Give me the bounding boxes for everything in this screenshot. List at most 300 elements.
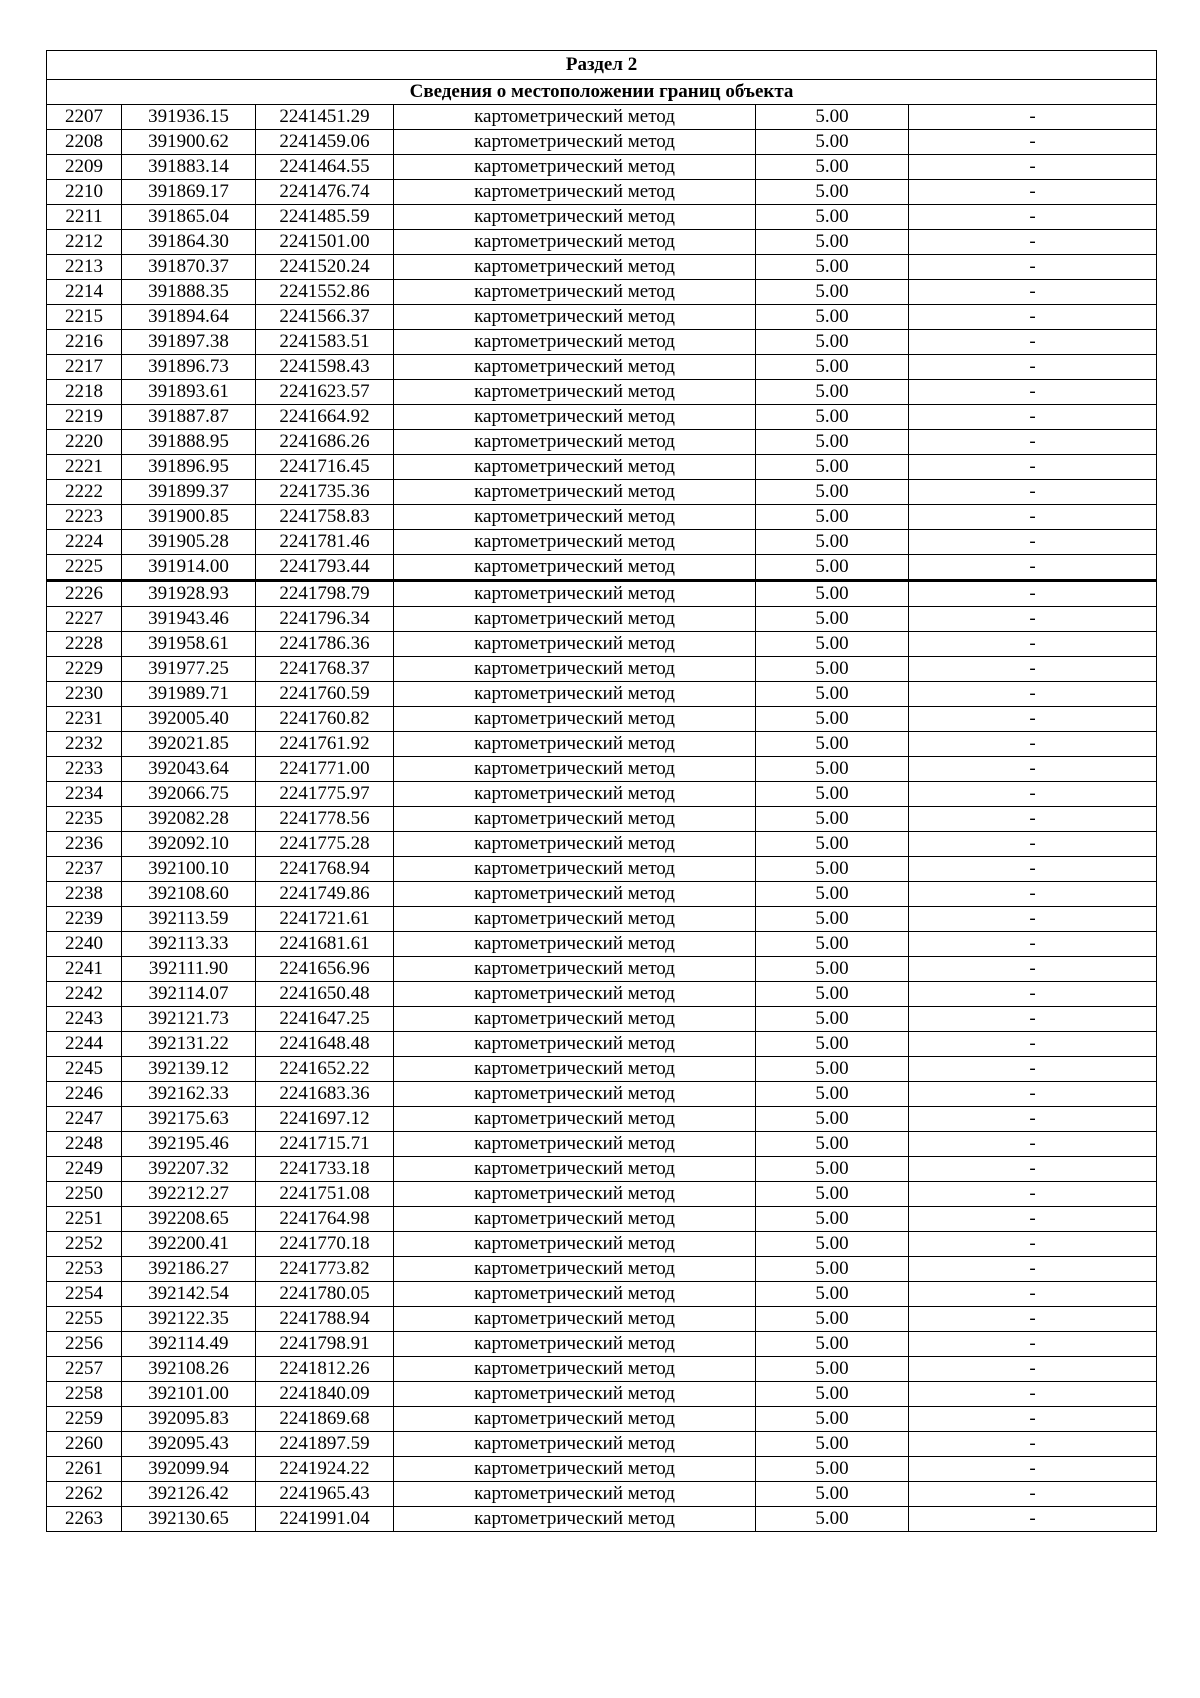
description-cell: - bbox=[909, 1207, 1157, 1232]
x-coordinate-cell: 392092.10 bbox=[122, 832, 256, 857]
method-cell: картометрический метод bbox=[394, 1157, 756, 1182]
x-coordinate-cell: 392175.63 bbox=[122, 1107, 256, 1132]
description-cell: - bbox=[909, 305, 1157, 330]
method-cell: картометрический метод bbox=[394, 1007, 756, 1032]
y-coordinate-cell: 2241681.61 bbox=[256, 932, 394, 957]
method-cell: картометрический метод bbox=[394, 305, 756, 330]
description-cell: - bbox=[909, 1382, 1157, 1407]
table-row bbox=[47, 505, 1157, 530]
table-row bbox=[47, 455, 1157, 480]
description-cell: - bbox=[909, 1132, 1157, 1157]
point-number-cell: 2216 bbox=[47, 330, 122, 355]
y-coordinate-cell: 2241869.68 bbox=[256, 1407, 394, 1432]
accuracy-cell: 5.00 bbox=[756, 405, 909, 430]
y-coordinate-cell: 2241716.45 bbox=[256, 455, 394, 480]
description-cell: - bbox=[909, 707, 1157, 732]
table-row bbox=[47, 632, 1157, 657]
point-number-cell: 2238 bbox=[47, 882, 122, 907]
accuracy-cell: 5.00 bbox=[756, 230, 909, 255]
y-coordinate-cell: 2241501.00 bbox=[256, 230, 394, 255]
y-coordinate-cell: 2241775.97 bbox=[256, 782, 394, 807]
table-row bbox=[47, 932, 1157, 957]
description-cell: - bbox=[909, 1307, 1157, 1332]
table-row bbox=[47, 555, 1157, 581]
accuracy-cell: 5.00 bbox=[756, 1107, 909, 1132]
description-cell: - bbox=[909, 505, 1157, 530]
table-row bbox=[47, 1282, 1157, 1307]
method-cell: картометрический метод bbox=[394, 1207, 756, 1232]
x-coordinate-cell: 391958.61 bbox=[122, 632, 256, 657]
table-row bbox=[47, 882, 1157, 907]
description-cell: - bbox=[909, 105, 1157, 130]
description-cell: - bbox=[909, 530, 1157, 555]
method-cell: картометрический метод bbox=[394, 430, 756, 455]
x-coordinate-cell: 392207.32 bbox=[122, 1157, 256, 1182]
accuracy-cell: 5.00 bbox=[756, 1207, 909, 1232]
accuracy-cell: 5.00 bbox=[756, 1282, 909, 1307]
point-number-cell: 2217 bbox=[47, 355, 122, 380]
accuracy-cell: 5.00 bbox=[756, 105, 909, 130]
y-coordinate-cell: 2241788.94 bbox=[256, 1307, 394, 1332]
method-cell: картометрический метод bbox=[394, 882, 756, 907]
accuracy-cell: 5.00 bbox=[756, 1007, 909, 1032]
method-cell: картометрический метод bbox=[394, 355, 756, 380]
accuracy-cell: 5.00 bbox=[756, 932, 909, 957]
x-coordinate-cell: 391899.37 bbox=[122, 480, 256, 505]
point-number-cell: 2254 bbox=[47, 1282, 122, 1307]
description-cell: - bbox=[909, 1482, 1157, 1507]
description-cell: - bbox=[909, 555, 1157, 581]
table-row bbox=[47, 1407, 1157, 1432]
accuracy-cell: 5.00 bbox=[756, 581, 909, 607]
y-coordinate-cell: 2241650.48 bbox=[256, 982, 394, 1007]
y-coordinate-cell: 2241749.86 bbox=[256, 882, 394, 907]
point-number-cell: 2262 bbox=[47, 1482, 122, 1507]
method-cell: картометрический метод bbox=[394, 230, 756, 255]
point-number-cell: 2255 bbox=[47, 1307, 122, 1332]
description-cell: - bbox=[909, 882, 1157, 907]
point-number-cell: 2239 bbox=[47, 907, 122, 932]
method-cell: картометрический метод bbox=[394, 982, 756, 1007]
description-cell: - bbox=[909, 1082, 1157, 1107]
accuracy-cell: 5.00 bbox=[756, 430, 909, 455]
description-cell: - bbox=[909, 180, 1157, 205]
accuracy-cell: 5.00 bbox=[756, 957, 909, 982]
table-row bbox=[47, 732, 1157, 757]
x-coordinate-cell: 391905.28 bbox=[122, 530, 256, 555]
method-cell: картометрический метод bbox=[394, 732, 756, 757]
point-number-cell: 2243 bbox=[47, 1007, 122, 1032]
point-number-cell: 2253 bbox=[47, 1257, 122, 1282]
table-row bbox=[47, 857, 1157, 882]
table-row bbox=[47, 907, 1157, 932]
y-coordinate-cell: 2241464.55 bbox=[256, 155, 394, 180]
table-row bbox=[47, 205, 1157, 230]
point-number-cell: 2258 bbox=[47, 1382, 122, 1407]
point-number-cell: 2220 bbox=[47, 430, 122, 455]
accuracy-cell: 5.00 bbox=[756, 305, 909, 330]
method-cell: картометрический метод bbox=[394, 1482, 756, 1507]
point-number-cell: 2215 bbox=[47, 305, 122, 330]
x-coordinate-cell: 391870.37 bbox=[122, 255, 256, 280]
method-cell: картометрический метод bbox=[394, 1307, 756, 1332]
point-number-cell: 2235 bbox=[47, 807, 122, 832]
method-cell: картометрический метод bbox=[394, 807, 756, 832]
x-coordinate-cell: 391887.87 bbox=[122, 405, 256, 430]
x-coordinate-cell: 391896.73 bbox=[122, 355, 256, 380]
point-number-cell: 2225 bbox=[47, 555, 122, 581]
accuracy-cell: 5.00 bbox=[756, 657, 909, 682]
description-cell: - bbox=[909, 1507, 1157, 1532]
method-cell: картометрический метод bbox=[394, 180, 756, 205]
method-cell: картометрический метод bbox=[394, 657, 756, 682]
method-cell: картометрический метод bbox=[394, 907, 756, 932]
point-number-cell: 2209 bbox=[47, 155, 122, 180]
description-cell: - bbox=[909, 982, 1157, 1007]
description-cell: - bbox=[909, 1232, 1157, 1257]
y-coordinate-cell: 2241770.18 bbox=[256, 1232, 394, 1257]
accuracy-cell: 5.00 bbox=[756, 155, 909, 180]
x-coordinate-cell: 391883.14 bbox=[122, 155, 256, 180]
y-coordinate-cell: 2241768.37 bbox=[256, 657, 394, 682]
accuracy-cell: 5.00 bbox=[756, 1257, 909, 1282]
table-row bbox=[47, 255, 1157, 280]
method-cell: картометрический метод bbox=[394, 1132, 756, 1157]
point-number-cell: 2223 bbox=[47, 505, 122, 530]
description-cell: - bbox=[909, 155, 1157, 180]
table-row bbox=[47, 1057, 1157, 1082]
x-coordinate-cell: 391977.25 bbox=[122, 657, 256, 682]
method-cell: картометрический метод bbox=[394, 832, 756, 857]
accuracy-cell: 5.00 bbox=[756, 607, 909, 632]
description-cell: - bbox=[909, 330, 1157, 355]
y-coordinate-cell: 2241751.08 bbox=[256, 1182, 394, 1207]
description-cell: - bbox=[909, 130, 1157, 155]
x-coordinate-cell: 391897.38 bbox=[122, 330, 256, 355]
table-row bbox=[47, 832, 1157, 857]
description-cell: - bbox=[909, 932, 1157, 957]
point-number-cell: 2247 bbox=[47, 1107, 122, 1132]
point-number-cell: 2208 bbox=[47, 130, 122, 155]
y-coordinate-cell: 2241771.00 bbox=[256, 757, 394, 782]
accuracy-cell: 5.00 bbox=[756, 1082, 909, 1107]
y-coordinate-cell: 2241566.37 bbox=[256, 305, 394, 330]
table-row bbox=[47, 280, 1157, 305]
x-coordinate-cell: 391865.04 bbox=[122, 205, 256, 230]
table-row bbox=[47, 1007, 1157, 1032]
table-row bbox=[47, 1382, 1157, 1407]
y-coordinate-cell: 2241760.59 bbox=[256, 682, 394, 707]
x-coordinate-cell: 392005.40 bbox=[122, 707, 256, 732]
method-cell: картометрический метод bbox=[394, 1432, 756, 1457]
accuracy-cell: 5.00 bbox=[756, 682, 909, 707]
table-row bbox=[47, 1307, 1157, 1332]
description-cell: - bbox=[909, 205, 1157, 230]
y-coordinate-cell: 2241733.18 bbox=[256, 1157, 394, 1182]
table-row bbox=[47, 155, 1157, 180]
description-cell: - bbox=[909, 1332, 1157, 1357]
table-row bbox=[47, 1107, 1157, 1132]
description-cell: - bbox=[909, 607, 1157, 632]
x-coordinate-cell: 392114.49 bbox=[122, 1332, 256, 1357]
point-number-cell: 2259 bbox=[47, 1407, 122, 1432]
table-row bbox=[47, 1232, 1157, 1257]
point-number-cell: 2224 bbox=[47, 530, 122, 555]
y-coordinate-cell: 2241840.09 bbox=[256, 1382, 394, 1407]
method-cell: картометрический метод bbox=[394, 505, 756, 530]
x-coordinate-cell: 392095.43 bbox=[122, 1432, 256, 1457]
table-row bbox=[47, 230, 1157, 255]
description-cell: - bbox=[909, 430, 1157, 455]
y-coordinate-cell: 2241786.36 bbox=[256, 632, 394, 657]
point-number-cell: 2241 bbox=[47, 957, 122, 982]
table-row bbox=[47, 707, 1157, 732]
y-coordinate-cell: 2241598.43 bbox=[256, 355, 394, 380]
description-cell: - bbox=[909, 732, 1157, 757]
x-coordinate-cell: 391888.35 bbox=[122, 280, 256, 305]
y-coordinate-cell: 2241798.91 bbox=[256, 1332, 394, 1357]
point-number-cell: 2244 bbox=[47, 1032, 122, 1057]
accuracy-cell: 5.00 bbox=[756, 130, 909, 155]
point-number-cell: 2219 bbox=[47, 405, 122, 430]
table-row bbox=[47, 957, 1157, 982]
point-number-cell: 2234 bbox=[47, 782, 122, 807]
y-coordinate-cell: 2241798.79 bbox=[256, 581, 394, 607]
table-row bbox=[47, 105, 1157, 130]
point-number-cell: 2249 bbox=[47, 1157, 122, 1182]
point-number-cell: 2237 bbox=[47, 857, 122, 882]
point-number-cell: 2210 bbox=[47, 180, 122, 205]
accuracy-cell: 5.00 bbox=[756, 555, 909, 581]
method-cell: картометрический метод bbox=[394, 1257, 756, 1282]
table-row bbox=[47, 1357, 1157, 1382]
description-cell: - bbox=[909, 632, 1157, 657]
method-cell: картометрический метод bbox=[394, 932, 756, 957]
x-coordinate-cell: 392114.07 bbox=[122, 982, 256, 1007]
x-coordinate-cell: 392122.35 bbox=[122, 1307, 256, 1332]
accuracy-cell: 5.00 bbox=[756, 1507, 909, 1532]
point-number-cell: 2246 bbox=[47, 1082, 122, 1107]
y-coordinate-cell: 2241647.25 bbox=[256, 1007, 394, 1032]
table-row bbox=[47, 782, 1157, 807]
y-coordinate-cell: 2241623.57 bbox=[256, 380, 394, 405]
point-number-cell: 2207 bbox=[47, 105, 122, 130]
accuracy-cell: 5.00 bbox=[756, 782, 909, 807]
section-title: Раздел 2 bbox=[47, 51, 1157, 80]
x-coordinate-cell: 392100.10 bbox=[122, 857, 256, 882]
description-cell: - bbox=[909, 1157, 1157, 1182]
y-coordinate-cell: 2241924.22 bbox=[256, 1457, 394, 1482]
y-coordinate-cell: 2241648.48 bbox=[256, 1032, 394, 1057]
point-number-cell: 2218 bbox=[47, 380, 122, 405]
method-cell: картометрический метод bbox=[394, 1332, 756, 1357]
description-cell: - bbox=[909, 1007, 1157, 1032]
accuracy-cell: 5.00 bbox=[756, 380, 909, 405]
y-coordinate-cell: 2241697.12 bbox=[256, 1107, 394, 1132]
method-cell: картометрический метод bbox=[394, 555, 756, 581]
y-coordinate-cell: 2241965.43 bbox=[256, 1482, 394, 1507]
y-coordinate-cell: 2241760.82 bbox=[256, 707, 394, 732]
x-coordinate-cell: 392130.65 bbox=[122, 1507, 256, 1532]
x-coordinate-cell: 392126.42 bbox=[122, 1482, 256, 1507]
description-cell: - bbox=[909, 1357, 1157, 1382]
x-coordinate-cell: 392195.46 bbox=[122, 1132, 256, 1157]
point-number-cell: 2212 bbox=[47, 230, 122, 255]
description-cell: - bbox=[909, 1282, 1157, 1307]
accuracy-cell: 5.00 bbox=[756, 832, 909, 857]
point-number-cell: 2226 bbox=[47, 581, 122, 607]
method-cell: картометрический метод bbox=[394, 1107, 756, 1132]
description-cell: - bbox=[909, 807, 1157, 832]
x-coordinate-cell: 392212.27 bbox=[122, 1182, 256, 1207]
accuracy-cell: 5.00 bbox=[756, 1432, 909, 1457]
y-coordinate-cell: 2241778.56 bbox=[256, 807, 394, 832]
accuracy-cell: 5.00 bbox=[756, 355, 909, 380]
table-row bbox=[47, 480, 1157, 505]
description-cell: - bbox=[909, 757, 1157, 782]
table-row bbox=[47, 305, 1157, 330]
accuracy-cell: 5.00 bbox=[756, 1057, 909, 1082]
table-row bbox=[47, 1132, 1157, 1157]
y-coordinate-cell: 2241520.24 bbox=[256, 255, 394, 280]
method-cell: картометрический метод bbox=[394, 480, 756, 505]
table-row bbox=[47, 530, 1157, 555]
table-row bbox=[47, 1457, 1157, 1482]
table-row bbox=[47, 581, 1157, 607]
x-coordinate-cell: 392066.75 bbox=[122, 782, 256, 807]
y-coordinate-cell: 2241812.26 bbox=[256, 1357, 394, 1382]
method-cell: картометрический метод bbox=[394, 330, 756, 355]
x-coordinate-cell: 391943.46 bbox=[122, 607, 256, 632]
description-cell: - bbox=[909, 255, 1157, 280]
accuracy-cell: 5.00 bbox=[756, 1382, 909, 1407]
description-cell: - bbox=[909, 1182, 1157, 1207]
x-coordinate-cell: 392082.28 bbox=[122, 807, 256, 832]
point-number-cell: 2236 bbox=[47, 832, 122, 857]
section-subtitle: Сведения о местоположении границ объекта bbox=[47, 80, 1157, 105]
point-number-cell: 2232 bbox=[47, 732, 122, 757]
x-coordinate-cell: 391928.93 bbox=[122, 581, 256, 607]
point-number-cell: 2263 bbox=[47, 1507, 122, 1532]
table-row bbox=[47, 607, 1157, 632]
accuracy-cell: 5.00 bbox=[756, 882, 909, 907]
description-cell: - bbox=[909, 380, 1157, 405]
y-coordinate-cell: 2241761.92 bbox=[256, 732, 394, 757]
subtitle-row bbox=[47, 80, 1157, 105]
method-cell: картометрический метод bbox=[394, 530, 756, 555]
method-cell: картометрический метод bbox=[394, 1282, 756, 1307]
description-cell: - bbox=[909, 657, 1157, 682]
method-cell: картометрический метод bbox=[394, 1507, 756, 1532]
description-cell: - bbox=[909, 1457, 1157, 1482]
description-cell: - bbox=[909, 1257, 1157, 1282]
section-header-row bbox=[47, 51, 1157, 80]
method-cell: картометрический метод bbox=[394, 380, 756, 405]
accuracy-cell: 5.00 bbox=[756, 180, 909, 205]
method-cell: картометрический метод bbox=[394, 1232, 756, 1257]
x-coordinate-cell: 391869.17 bbox=[122, 180, 256, 205]
y-coordinate-cell: 2241552.86 bbox=[256, 280, 394, 305]
point-number-cell: 2213 bbox=[47, 255, 122, 280]
description-cell: - bbox=[909, 230, 1157, 255]
x-coordinate-cell: 391936.15 bbox=[122, 105, 256, 130]
point-number-cell: 2229 bbox=[47, 657, 122, 682]
table-row bbox=[47, 1082, 1157, 1107]
y-coordinate-cell: 2241793.44 bbox=[256, 555, 394, 581]
table-row bbox=[47, 1507, 1157, 1532]
x-coordinate-cell: 392043.64 bbox=[122, 757, 256, 782]
table-row bbox=[47, 330, 1157, 355]
accuracy-cell: 5.00 bbox=[756, 280, 909, 305]
table-row bbox=[47, 1207, 1157, 1232]
table-row bbox=[47, 1182, 1157, 1207]
y-coordinate-cell: 2241768.94 bbox=[256, 857, 394, 882]
method-cell: картометрический метод bbox=[394, 581, 756, 607]
table-row bbox=[47, 130, 1157, 155]
method-cell: картометрический метод bbox=[394, 1457, 756, 1482]
description-cell: - bbox=[909, 682, 1157, 707]
method-cell: картометрический метод bbox=[394, 1057, 756, 1082]
y-coordinate-cell: 2241991.04 bbox=[256, 1507, 394, 1532]
x-coordinate-cell: 392162.33 bbox=[122, 1082, 256, 1107]
table-row bbox=[47, 430, 1157, 455]
y-coordinate-cell: 2241485.59 bbox=[256, 205, 394, 230]
table-row bbox=[47, 1032, 1157, 1057]
method-cell: картометрический метод bbox=[394, 405, 756, 430]
method-cell: картометрический метод bbox=[394, 105, 756, 130]
y-coordinate-cell: 2241715.71 bbox=[256, 1132, 394, 1157]
method-cell: картометрический метод bbox=[394, 1407, 756, 1432]
accuracy-cell: 5.00 bbox=[756, 1457, 909, 1482]
point-number-cell: 2260 bbox=[47, 1432, 122, 1457]
x-coordinate-cell: 392111.90 bbox=[122, 957, 256, 982]
y-coordinate-cell: 2241758.83 bbox=[256, 505, 394, 530]
accuracy-cell: 5.00 bbox=[756, 1357, 909, 1382]
y-coordinate-cell: 2241656.96 bbox=[256, 957, 394, 982]
accuracy-cell: 5.00 bbox=[756, 1407, 909, 1432]
y-coordinate-cell: 2241775.28 bbox=[256, 832, 394, 857]
point-number-cell: 2257 bbox=[47, 1357, 122, 1382]
point-number-cell: 2250 bbox=[47, 1182, 122, 1207]
accuracy-cell: 5.00 bbox=[756, 1132, 909, 1157]
point-number-cell: 2222 bbox=[47, 480, 122, 505]
method-cell: картометрический метод bbox=[394, 607, 756, 632]
description-cell: - bbox=[909, 907, 1157, 932]
point-number-cell: 2261 bbox=[47, 1457, 122, 1482]
y-coordinate-cell: 2241451.29 bbox=[256, 105, 394, 130]
point-number-cell: 2240 bbox=[47, 932, 122, 957]
accuracy-cell: 5.00 bbox=[756, 1232, 909, 1257]
table-row bbox=[47, 1482, 1157, 1507]
method-cell: картометрический метод bbox=[394, 280, 756, 305]
table-row bbox=[47, 682, 1157, 707]
accuracy-cell: 5.00 bbox=[756, 1307, 909, 1332]
point-number-cell: 2211 bbox=[47, 205, 122, 230]
x-coordinate-cell: 392131.22 bbox=[122, 1032, 256, 1057]
x-coordinate-cell: 392101.00 bbox=[122, 1382, 256, 1407]
accuracy-cell: 5.00 bbox=[756, 1157, 909, 1182]
table-row bbox=[47, 757, 1157, 782]
x-coordinate-cell: 392108.60 bbox=[122, 882, 256, 907]
x-coordinate-cell: 391893.61 bbox=[122, 380, 256, 405]
point-number-cell: 2252 bbox=[47, 1232, 122, 1257]
table-row bbox=[47, 180, 1157, 205]
point-number-cell: 2231 bbox=[47, 707, 122, 732]
description-cell: - bbox=[909, 480, 1157, 505]
point-number-cell: 2242 bbox=[47, 982, 122, 1007]
y-coordinate-cell: 2241897.59 bbox=[256, 1432, 394, 1457]
x-coordinate-cell: 392113.59 bbox=[122, 907, 256, 932]
